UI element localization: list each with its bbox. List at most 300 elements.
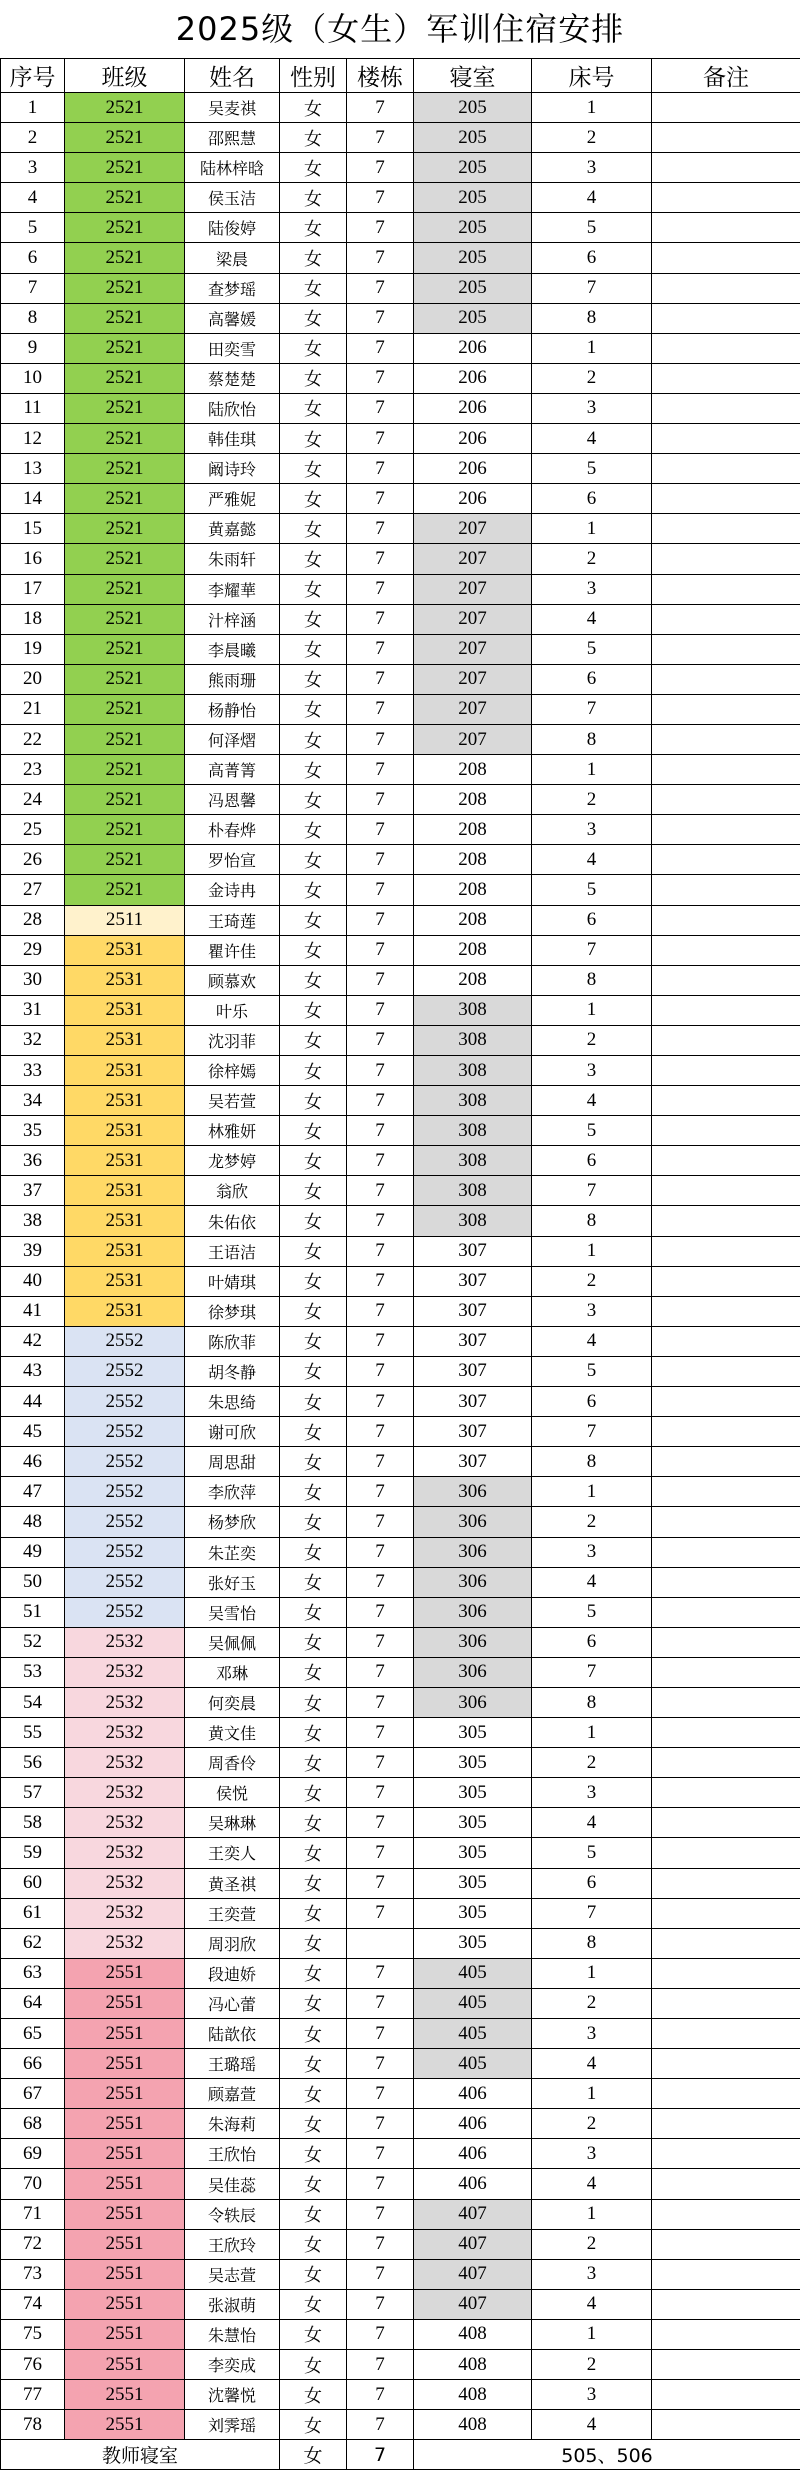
cell-remark [652,634,800,664]
table-row [1,2049,800,2079]
cell-room: 406 [414,2079,532,2109]
cell-room: 308 [414,1025,532,1055]
table-row [1,2380,800,2410]
cell-class: 2532 [65,1627,185,1657]
cell-remark [652,905,800,935]
cell-bed: 4 [532,2049,652,2079]
cell-sex: 女 [280,454,347,484]
cell-name: 邓琳 [185,1657,280,1687]
cell-remark [652,1718,800,1748]
table-row [1,905,800,935]
cell-no: 1 [1,93,65,123]
cell-room: 306 [414,1507,532,1537]
cell-no: 10 [1,363,65,393]
cell-bed: 2 [532,2229,652,2259]
table-row [1,1537,800,1567]
cell-remark [652,2319,800,2349]
cell-bed: 3 [532,1778,652,1808]
cell-class: 2521 [65,815,185,845]
table-row [1,1748,800,1778]
cell-bed: 1 [532,1718,652,1748]
cell-class: 2521 [65,333,185,363]
cell-room: 207 [414,694,532,724]
cell-name: 顾慕欢 [185,965,280,995]
cell-room: 308 [414,1176,532,1206]
cell-name: 胡冬静 [185,1356,280,1386]
cell-room: 207 [414,544,532,574]
cell-room: 205 [414,93,532,123]
table-row [1,965,800,995]
cell-bed: 3 [532,2139,652,2169]
cell-name: 陈欣菲 [185,1326,280,1356]
cell-class: 2551 [65,2169,185,2199]
cell-remark [652,1898,800,1928]
cell-class: 2531 [65,1146,185,1176]
cell-room: 407 [414,2289,532,2319]
table-row [1,785,800,815]
cell-room: 408 [414,2350,532,2380]
cell-room: 305 [414,1808,532,1838]
cell-class: 2552 [65,1326,185,1356]
cell-room: 308 [414,1146,532,1176]
cell-remark [652,1296,800,1326]
cell-building: 7 [347,2079,414,2109]
cell-remark [652,1477,800,1507]
cell-class: 2551 [65,2289,185,2319]
table-row [1,153,800,183]
cell-remark [652,995,800,1025]
cell-building: 7 [347,664,414,694]
cell-sex: 女 [280,424,347,454]
cell-name: 李奕成 [185,2350,280,2380]
cell-name: 吴佳蕊 [185,2169,280,2199]
cell-bed: 8 [532,724,652,754]
cell-name: 王欣怡 [185,2139,280,2169]
cell-bed: 6 [532,905,652,935]
table-row [1,303,800,333]
cell-class: 2532 [65,1778,185,1808]
cell-remark [652,1838,800,1868]
table-row [1,2410,800,2440]
cell-no: 57 [1,1778,65,1808]
table-row [1,484,800,514]
cell-sex: 女 [280,544,347,574]
cell-remark [652,1778,800,1808]
table-row [1,1086,800,1116]
cell-sex: 女 [280,1176,347,1206]
cell-no: 58 [1,1808,65,1838]
cell-sex: 女 [280,905,347,935]
cell-room: 305 [414,1928,532,1958]
cell-class: 2532 [65,1657,185,1687]
cell-name: 金诗冉 [185,875,280,905]
cell-room: 207 [414,514,532,544]
cell-sex: 女 [280,1687,347,1717]
cell-building: 7 [347,1898,414,1928]
cell-building: 7 [347,514,414,544]
cell-class: 2551 [65,2380,185,2410]
table-row [1,1958,800,1988]
cell-no: 39 [1,1236,65,1266]
cell-room: 206 [414,484,532,514]
cell-sex: 女 [280,785,347,815]
cell-room: 206 [414,363,532,393]
cell-no: 55 [1,1718,65,1748]
cell-building: 7 [347,484,414,514]
cell-remark [652,1988,800,2018]
cell-class: 2551 [65,2199,185,2229]
cell-class: 2521 [65,393,185,423]
header-name: 姓名 [185,59,280,93]
cell-bed: 6 [532,1627,652,1657]
cell-sex: 女 [280,1206,347,1236]
cell-class: 2521 [65,273,185,303]
cell-sex: 女 [280,2350,347,2380]
cell-bed: 5 [532,1356,652,1386]
cell-bed: 3 [532,815,652,845]
table-row [1,1687,800,1717]
cell-no: 21 [1,694,65,724]
cell-remark [652,1537,800,1567]
cell-name: 王奕人 [185,1838,280,1868]
cell-bed: 7 [532,935,652,965]
cell-class: 2532 [65,1838,185,1868]
cell-name: 李欣萍 [185,1477,280,1507]
cell-room: 406 [414,2169,532,2199]
cell-building: 7 [347,1958,414,1988]
cell-name: 阚诗玲 [185,454,280,484]
table-row [1,1507,800,1537]
cell-no: 63 [1,1958,65,1988]
cell-no: 29 [1,935,65,965]
cell-no: 9 [1,333,65,363]
dormitory-table [0,58,800,2470]
cell-no: 33 [1,1056,65,1086]
cell-room: 307 [414,1326,532,1356]
cell-room: 306 [414,1627,532,1657]
cell-building: 7 [347,303,414,333]
cell-bed: 7 [532,694,652,724]
cell-name: 段迪娇 [185,1958,280,1988]
cell-name: 陆俊婷 [185,213,280,243]
cell-class: 2521 [65,363,185,393]
cell-bed: 3 [532,2380,652,2410]
table-row [1,1417,800,1447]
table-row [1,1477,800,1507]
cell-name: 何泽熠 [185,724,280,754]
table-row [1,243,800,273]
cell-room: 307 [414,1387,532,1417]
table-row [1,454,800,484]
cell-room: 206 [414,393,532,423]
cell-room: 206 [414,454,532,484]
cell-building: 7 [347,935,414,965]
cell-no: 54 [1,1687,65,1717]
cell-name: 沈馨悦 [185,2380,280,2410]
cell-sex: 女 [280,153,347,183]
table-row [1,995,800,1025]
cell-building: 7 [347,1447,414,1477]
cell-bed: 7 [532,1657,652,1687]
cell-remark [652,2259,800,2289]
cell-room: 208 [414,965,532,995]
table-row [1,2259,800,2289]
table-row [1,875,800,905]
cell-bed: 1 [532,2199,652,2229]
table-row [1,1778,800,1808]
cell-sex: 女 [280,1116,347,1146]
cell-remark [652,1687,800,1717]
cell-room: 405 [414,2049,532,2079]
cell-sex: 女 [280,1356,347,1386]
cell-sex: 女 [280,1778,347,1808]
table-row [1,2019,800,2049]
cell-no: 11 [1,393,65,423]
cell-building: 7 [347,1086,414,1116]
cell-no: 62 [1,1928,65,1958]
table-row [1,183,800,213]
cell-bed: 5 [532,634,652,664]
cell-name: 王璐瑶 [185,2049,280,2079]
cell-no: 77 [1,2380,65,2410]
cell-remark [652,1657,800,1687]
cell-class: 2552 [65,1417,185,1447]
cell-class: 2521 [65,544,185,574]
table-row [1,2079,800,2109]
cell-bed: 1 [532,1477,652,1507]
cell-sex: 女 [280,1838,347,1868]
cell-bed: 7 [532,1898,652,1928]
cell-name: 瞿许佳 [185,935,280,965]
cell-room: 208 [414,845,532,875]
cell-bed: 2 [532,785,652,815]
cell-sex: 女 [280,604,347,634]
cell-bed: 4 [532,1567,652,1597]
cell-bed: 2 [532,544,652,574]
cell-sex: 女 [280,1326,347,1356]
cell-class: 2532 [65,1928,185,1958]
cell-room: 307 [414,1266,532,1296]
cell-name: 冯心蕾 [185,1988,280,2018]
cell-no: 3 [1,153,65,183]
cell-sex: 女 [280,724,347,754]
cell-room: 308 [414,1206,532,1236]
cell-remark [652,965,800,995]
cell-building: 7 [347,875,414,905]
cell-name: 令轶辰 [185,2199,280,2229]
cell-building: 7 [347,183,414,213]
cell-room: 305 [414,1778,532,1808]
cell-class: 2531 [65,1206,185,1236]
cell-bed: 8 [532,1206,652,1236]
cell-class: 2521 [65,724,185,754]
cell-remark [652,1417,800,1447]
cell-name: 黄圣祺 [185,1868,280,1898]
cell-no: 68 [1,2109,65,2139]
cell-class: 2521 [65,664,185,694]
cell-room: 408 [414,2319,532,2349]
cell-building: 7 [347,213,414,243]
cell-no: 27 [1,875,65,905]
cell-name: 田奕雪 [185,333,280,363]
cell-building: 7 [347,785,414,815]
cell-remark [652,2079,800,2109]
teacher-room-sex: 女 [280,2440,347,2470]
cell-sex: 女 [280,514,347,544]
cell-building: 7 [347,995,414,1025]
cell-class: 2531 [65,1176,185,1206]
cell-room: 205 [414,243,532,273]
cell-name: 吴麦祺 [185,93,280,123]
cell-room: 305 [414,1838,532,1868]
cell-building: 7 [347,1146,414,1176]
cell-class: 2521 [65,694,185,724]
table-row [1,93,800,123]
cell-bed: 6 [532,1146,652,1176]
cell-remark [652,1025,800,1055]
cell-no: 19 [1,634,65,664]
table-row [1,694,800,724]
cell-building: 7 [347,93,414,123]
cell-room: 305 [414,1868,532,1898]
cell-bed: 6 [532,1868,652,1898]
cell-remark [652,2350,800,2380]
cell-remark [652,2019,800,2049]
cell-class: 2532 [65,1687,185,1717]
cell-class: 2552 [65,1567,185,1597]
cell-building: 7 [347,2380,414,2410]
cell-building: 7 [347,694,414,724]
cell-sex: 女 [280,1988,347,2018]
cell-room: 307 [414,1417,532,1447]
cell-no: 40 [1,1266,65,1296]
cell-sex: 女 [280,1477,347,1507]
cell-name: 刘霁瑶 [185,2410,280,2440]
cell-class: 2531 [65,935,185,965]
cell-building: 7 [347,815,414,845]
cell-class: 2531 [65,1025,185,1055]
cell-remark [652,1176,800,1206]
cell-sex: 女 [280,1236,347,1266]
cell-name: 翁欣 [185,1176,280,1206]
cell-building: 7 [347,1477,414,1507]
cell-name: 吴琳琳 [185,1808,280,1838]
header-building: 楼栋 [347,59,414,93]
table-row [1,2139,800,2169]
cell-bed: 8 [532,1928,652,1958]
cell-sex: 女 [280,2289,347,2319]
table-row [1,935,800,965]
cell-remark [652,1387,800,1417]
cell-building: 7 [347,604,414,634]
cell-bed: 4 [532,2410,652,2440]
cell-room: 306 [414,1687,532,1717]
table-row [1,634,800,664]
cell-sex: 女 [280,273,347,303]
cell-sex: 女 [280,1447,347,1477]
cell-class: 2532 [65,1748,185,1778]
cell-name: 朱慧怡 [185,2319,280,2349]
cell-class: 2551 [65,1958,185,1988]
cell-class: 2552 [65,1387,185,1417]
table-row [1,1296,800,1326]
table-row [1,1266,800,1296]
cell-name: 韩佳琪 [185,424,280,454]
cell-remark [652,1326,800,1356]
cell-name: 朱思绮 [185,1387,280,1417]
cell-room: 306 [414,1477,532,1507]
cell-bed: 2 [532,1025,652,1055]
cell-no: 45 [1,1417,65,1447]
table-row [1,1898,800,1928]
cell-name: 王奕萱 [185,1898,280,1928]
cell-bed: 3 [532,574,652,604]
cell-no: 14 [1,484,65,514]
cell-sex: 女 [280,2169,347,2199]
cell-building: 7 [347,1537,414,1567]
header-no: 序号 [1,59,65,93]
cell-building: 7 [347,2229,414,2259]
cell-remark [652,93,800,123]
cell-class: 2551 [65,2259,185,2289]
cell-building: 7 [347,1567,414,1597]
cell-no: 48 [1,1507,65,1537]
cell-name: 高馨媛 [185,303,280,333]
cell-sex: 女 [280,694,347,724]
cell-name: 吴志萱 [185,2259,280,2289]
cell-bed: 5 [532,454,652,484]
cell-remark [652,484,800,514]
cell-sex: 女 [280,755,347,785]
cell-name: 冯恩馨 [185,785,280,815]
table-row [1,1838,800,1868]
cell-no: 76 [1,2350,65,2380]
cell-bed: 7 [532,1176,652,1206]
cell-no: 70 [1,2169,65,2199]
cell-remark [652,1356,800,1386]
cell-no: 42 [1,1326,65,1356]
table-row [1,724,800,754]
cell-room: 206 [414,333,532,363]
cell-class: 2551 [65,2410,185,2440]
cell-name: 侯玉洁 [185,183,280,213]
cell-class: 2532 [65,1868,185,1898]
cell-class: 2521 [65,484,185,514]
cell-building: 7 [347,1808,414,1838]
cell-remark [652,2139,800,2169]
cell-no: 71 [1,2199,65,2229]
table-row [1,1387,800,1417]
header-bed: 床号 [532,59,652,93]
table-row [1,2109,800,2139]
cell-sex: 女 [280,183,347,213]
cell-name: 朱佑依 [185,1206,280,1236]
cell-sex: 女 [280,664,347,694]
cell-sex: 女 [280,333,347,363]
cell-sex: 女 [280,1507,347,1537]
cell-remark [652,2169,800,2199]
header-class: 班级 [65,59,185,93]
cell-name: 陆林梓晗 [185,153,280,183]
cell-room: 305 [414,1898,532,1928]
cell-name: 朴春烨 [185,815,280,845]
cell-name: 叶婧琪 [185,1266,280,1296]
table-row [1,2289,800,2319]
table-row [1,123,800,153]
cell-room: 406 [414,2139,532,2169]
cell-bed: 5 [532,1597,652,1627]
cell-room: 405 [414,2019,532,2049]
